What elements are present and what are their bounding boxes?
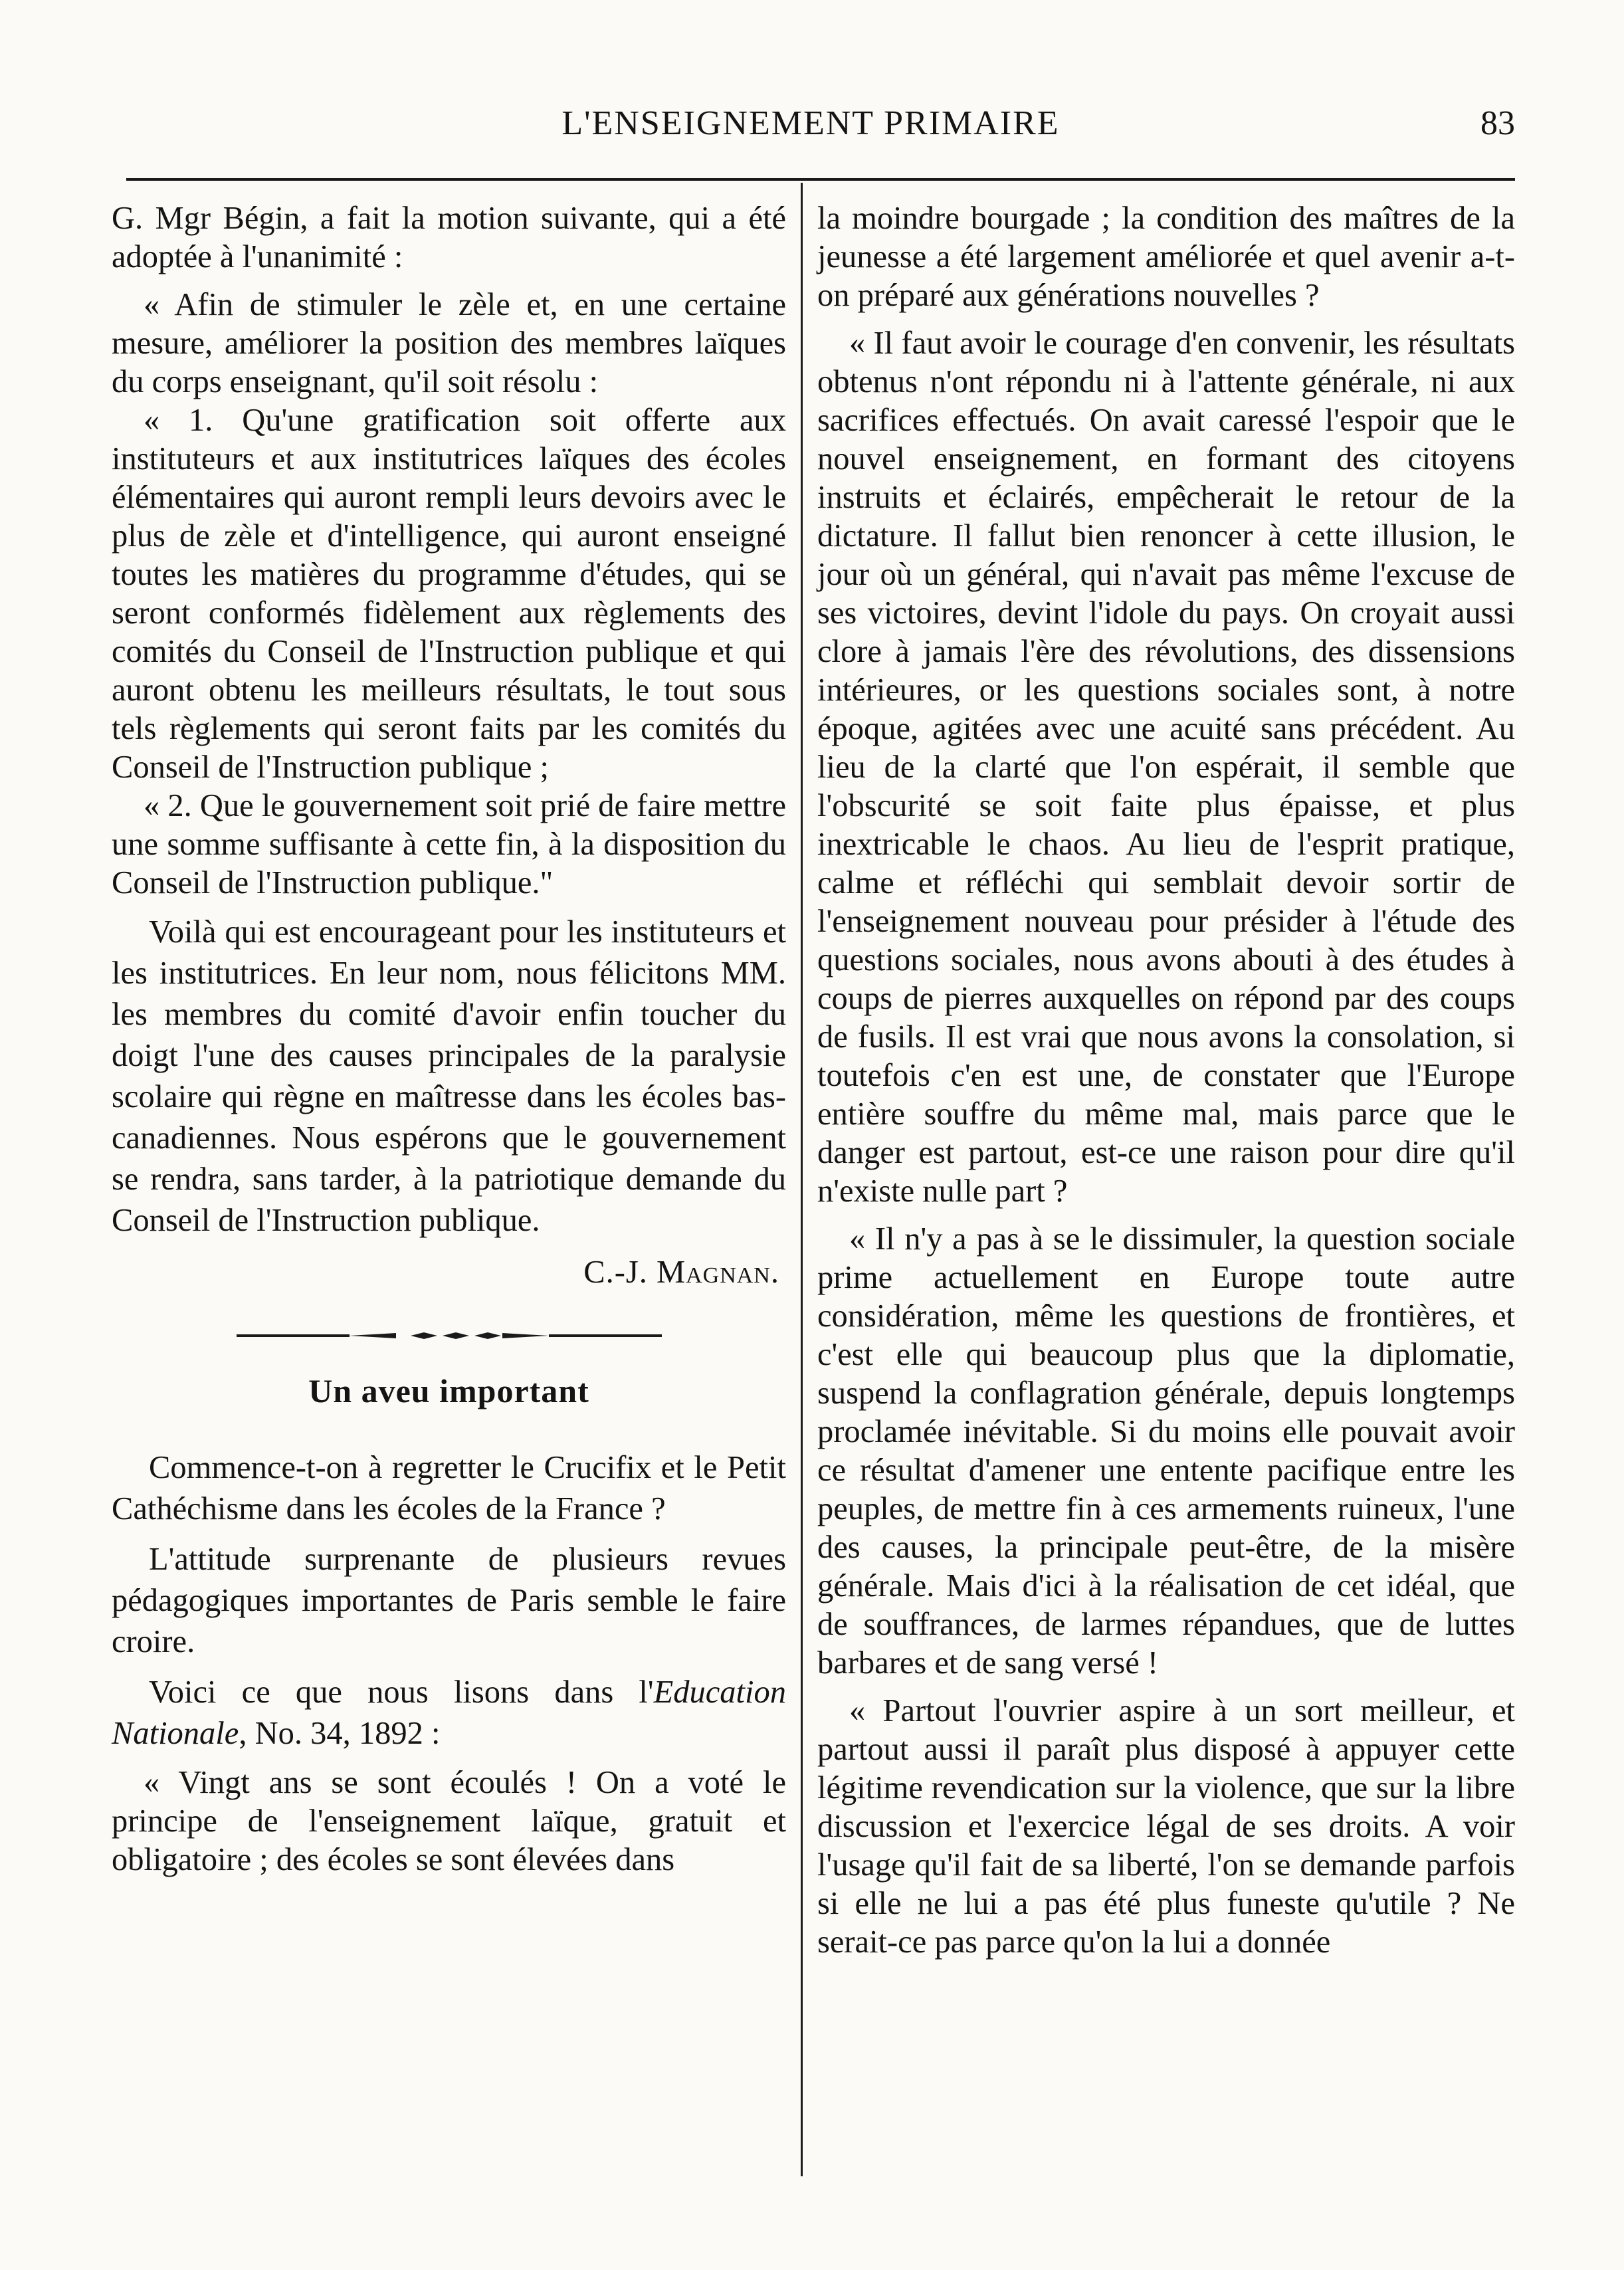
column-divider (801, 183, 803, 2176)
right-column (817, 199, 1515, 1962)
article-paragraph-2: L'attitude surprenante de plusieurs revues pédagogiques importantes de Paris semble le faire croire. (112, 1542, 786, 1659)
motion-intro: G. Mgr Bégin, a fait la motion suivante, qui a été adoptée à l'unanimité : (112, 201, 786, 274)
quote-paragraph-4: « Partout l'ouvrier aspire à un sort meilleur, et partout aussi il paraît plus disposé à appuyer cette légitime revendication sur la violence, que sur la libre discussion et l'exercice légal de ses droits. A voir l'usage qu'il fait de sa liberté, l'on se demande parfois si elle ne lui a pas été plus funeste qu'utile ? Ne serait-ce pas parce qu'on la lui a donnée (817, 1693, 1515, 1960)
author-signature: C.-J. Magnan. (583, 1255, 779, 1290)
header-rule (126, 178, 1515, 181)
quote-continuation: la moindre bourgade ; la condition des maîtres de la jeunesse a été largement améliorée et quel avenir a-t-on préparé aux générations nouvelles ? (817, 201, 1515, 313)
quote-paragraph-3: « Il n'y a pas à se le dissimuler, la question sociale prime actuellement en Europe toute autre considération, même les questions de frontières, et c'est elle qui beaucoup plus que la diplomatie, suspend la conflagration générale, depuis longtemps proclamée inévitable. Si du moins elle pouvait avoir ce résultat d'amener une entente pacifique entre les peuples, de mettre fin à ces armements ruineux, l'une des causes, la principale peut-être, de la misère générale. Mais d'ici à la réalisation de cet idéal, que de souffrances, de larmes répandues, que de luttes barbares et de sang versé ! (817, 1221, 1515, 1681)
article-paragraph-1: Commence-t-on à regretter le Crucifix et le Petit Cathéchisme dans les écoles de la France ? (112, 1450, 786, 1526)
motion-point-2: « 2. Que le gouvernement soit prié de faire mettre une somme suffisante à cette fin, à la disposition du Conseil de l'Instruction publique." (112, 788, 786, 900)
citation-lead: Voici ce que nous lisons dans l' (149, 1675, 654, 1710)
quote-start: « Vingt ans se sont écoulés ! On a voté le principe de l'enseignement laïque, gratuit et obligatoire ; des écoles se sont élevées dans (112, 1765, 786, 1877)
ornament-rule (237, 1330, 662, 1342)
motion-preamble: « Afin de stimuler le zèle et, en une certaine mesure, améliorer la position des membres laïques du corps enseignant, qu'il soit résolu : (112, 287, 786, 399)
left-column (112, 199, 786, 1879)
article-paragraph-3 (112, 1672, 786, 1754)
motion-point-1: « 1. Qu'une gratification soit offerte aux instituteurs et aux institutrices laïques des écoles élémentaires qui auront rempli leurs devoirs avec le plus de zèle et d'intelligence, qui auront enseigné toutes les matières du programme d'études, qui se seront conformés fidèlement aux règlements des comités du Conseil de l'Instruction publique et qui auront obtenu les meilleurs résultats, le tout sous tels règlements qui seront faits par les comités du Conseil de l'Instruction publique ; (112, 403, 786, 785)
running-header (106, 100, 1515, 153)
quote-paragraph-2: « Il faut avoir le courage d'en convenir, les résultats obtenus n'ont répondu ni à l'attente générale, ni aux sacrifices effectués. On avait caressé l'espoir que le nouvel enseignement, en formant des citoyens instruits et éclairés, empêcherait le retour de la dictature. Il fallut bien renoncer à cette illusion, le jour où un général, qui n'avait pas même l'excuse de ses victoires, devint l'idole du pays. On croyait aussi clore à jamais l'ère des révolutions, des dissensions intérieures, or les questions sociales sont, à notre époque, agitées avec une acuité sans précédent. Au lieu de la clarté que l'on espérait, il semble que l'obscurité se soit faite plus épaisse, et plus inextricable le chaos. Au lieu de l'esprit pratique, calme et réfléchi qui semblait devoir sortir de l'enseignement nouveau pour présider à l'étude des questions sociales, nous avons abouti à des études à coups de pierres auxquelles on répond par des coups de fusils. Il est vrai que nous avons la consolation, si toutefois c'en est une, de constater que l'Europe entière souffre du même mal, mais parce que le danger est partout, est-ce une raison pour dire qu'il n'existe nulle part ? (817, 326, 1515, 1209)
editor-comment: Voilà qui est encourageant pour les instituteurs et les institutrices. En leur nom, nous félicitons MM. les membres du comité d'avoir enfin toucher du doigt l'une des causes principales de la paralysie scolaire qui règne en maîtresse dans les écoles bas-canadiennes. Nous espérons que le gouvernement se rendra, sans tarder, à la patriotique demande du Conseil de l'Instruction publique. (112, 914, 786, 1238)
citation-tail: , No. 34, 1892 : (239, 1716, 441, 1751)
section-title: Un aveu important (308, 1372, 589, 1409)
journal-title: L'ENSEIGNEMENT PRIMAIRE (561, 104, 1060, 142)
periodical-title: Education Nationale (112, 1675, 786, 1751)
page-number: 83 (1480, 104, 1515, 142)
section-ornament (112, 1329, 786, 1342)
